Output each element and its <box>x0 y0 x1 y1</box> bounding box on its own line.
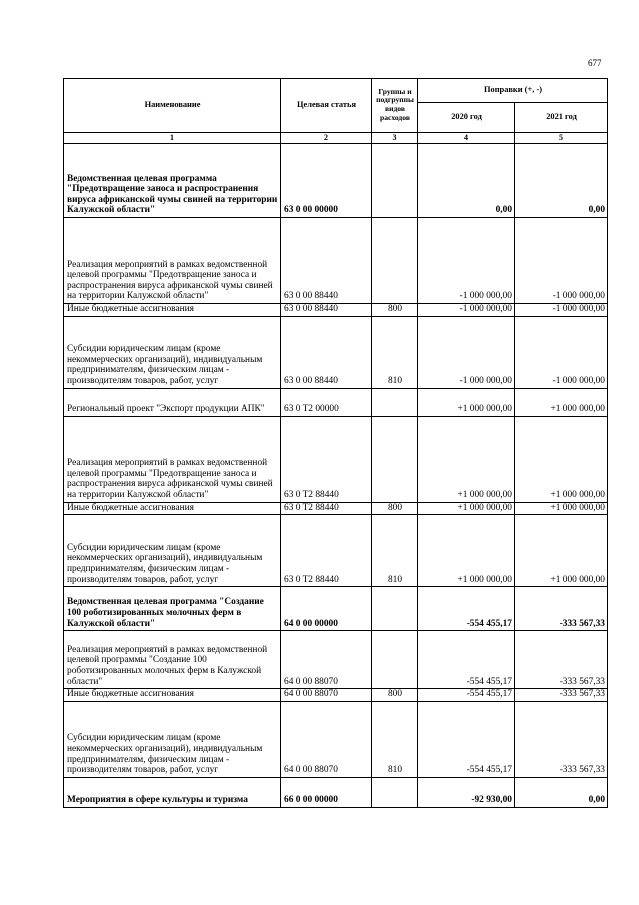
column-number: 3 <box>372 133 418 144</box>
row-amount-2020: +1 000 000,00 <box>418 416 515 502</box>
row-amount-2020: -1 000 000,00 <box>418 218 515 304</box>
row-amount-2020: -554 455,17 <box>418 587 515 631</box>
row-name: Мероприятия в сфере культуры и туризма <box>64 777 281 807</box>
table-row <box>64 304 608 317</box>
row-expense-group <box>372 587 418 631</box>
row-name: Ведомственная целевая программа "Создание 100 роботизированных молочных ферм в Калужской области" <box>64 587 281 631</box>
header-amendments: Поправки (+, -) <box>418 79 608 103</box>
row-amount-2021: -333 567,33 <box>515 631 608 689</box>
row-amount-2021: +1 000 000,00 <box>515 416 608 502</box>
column-number: 1 <box>64 133 281 144</box>
table-row <box>64 631 608 689</box>
row-name: Региональный проект "Экспорт продукции АПК" <box>64 388 281 416</box>
table-row <box>64 777 608 807</box>
header-year-2020: 2020 год <box>418 103 515 133</box>
row-amount-2020: -92 930,00 <box>418 777 515 807</box>
row-amount-2020: +1 000 000,00 <box>418 502 515 515</box>
row-name: Реализация мероприятий в рамках ведомственной целевой программы "Предотвращение заноса и распространения вируса африканской чумы свиней на территории Калужской области" <box>64 416 281 502</box>
row-target-article: 63 0 00 88440 <box>281 218 372 304</box>
row-expense-group: 810 <box>372 515 418 587</box>
row-target-article: 63 0 00 88440 <box>281 304 372 317</box>
table-row <box>64 515 608 587</box>
row-amount-2020: -554 455,17 <box>418 701 515 777</box>
page-number: 677 <box>588 58 602 68</box>
table-row <box>64 144 608 218</box>
row-target-article: 63 0 T2 88440 <box>281 502 372 515</box>
row-name: Иные бюджетные ассигнования <box>64 689 281 702</box>
row-amount-2021: -333 567,33 <box>515 587 608 631</box>
row-expense-group <box>372 416 418 502</box>
row-name: Реализация мероприятий в рамках ведомственной целевой программы "Предотвращение заноса и распространения вируса африканской чумы свиней на территории Калужской области" <box>64 218 281 304</box>
row-amount-2020: -1 000 000,00 <box>418 316 515 388</box>
table-row <box>64 316 608 388</box>
row-amount-2020: +1 000 000,00 <box>418 515 515 587</box>
row-expense-group: 800 <box>372 689 418 702</box>
row-name: Субсидии юридическим лицам (кроме некоммерческих организаций), индивидуальным предпринимателям, физическим лицам - производителям товаров, работ, услуг <box>64 515 281 587</box>
row-amount-2020: -1 000 000,00 <box>418 304 515 317</box>
row-target-article: 63 0 00 88440 <box>281 316 372 388</box>
row-name: Иные бюджетные ассигнования <box>64 304 281 317</box>
table-row <box>64 416 608 502</box>
row-target-article: 64 0 00 88070 <box>281 631 372 689</box>
row-expense-group: 800 <box>372 304 418 317</box>
row-name: Иные бюджетные ассигнования <box>64 502 281 515</box>
row-name: Реализация мероприятий в рамках ведомственной целевой программы "Создание 100 роботизированных молочных ферм в Калужской области" <box>64 631 281 689</box>
table-row <box>64 689 608 702</box>
row-amount-2021: +1 000 000,00 <box>515 515 608 587</box>
row-expense-group <box>372 777 418 807</box>
table-row <box>64 502 608 515</box>
column-number: 2 <box>281 133 372 144</box>
row-amount-2021: -1 000 000,00 <box>515 218 608 304</box>
header-year-2021: 2021 год <box>515 103 608 133</box>
header-target-article: Целевая статья <box>281 79 372 133</box>
row-expense-group: 810 <box>372 316 418 388</box>
row-target-article: 64 0 00 88070 <box>281 701 372 777</box>
row-amount-2021: -333 567,33 <box>515 689 608 702</box>
row-name: Ведомственная целевая программа "Предотвращение заноса и распространения вируса африканской чумы свиней на территории Калужской области" <box>64 144 281 218</box>
row-amount-2021: -1 000 000,00 <box>515 304 608 317</box>
row-expense-group: 810 <box>372 701 418 777</box>
row-expense-group <box>372 388 418 416</box>
row-amount-2020: 0,00 <box>418 144 515 218</box>
row-target-article: 63 0 T2 88440 <box>281 416 372 502</box>
row-amount-2021: 0,00 <box>515 777 608 807</box>
row-expense-group <box>372 218 418 304</box>
table-row <box>64 701 608 777</box>
column-number: 5 <box>515 133 608 144</box>
header-expense-group: Группы и подгруппы видов расходов <box>372 79 418 133</box>
table-row <box>64 388 608 416</box>
row-target-article: 64 0 00 00000 <box>281 587 372 631</box>
row-amount-2020: -554 455,17 <box>418 689 515 702</box>
row-target-article: 63 0 T2 00000 <box>281 388 372 416</box>
row-amount-2021: 0,00 <box>515 144 608 218</box>
row-amount-2021: +1 000 000,00 <box>515 388 608 416</box>
table-row <box>64 218 608 304</box>
column-number: 4 <box>418 133 515 144</box>
row-amount-2021: -333 567,33 <box>515 701 608 777</box>
row-expense-group: 800 <box>372 502 418 515</box>
row-target-article: 66 0 00 00000 <box>281 777 372 807</box>
row-amount-2021: +1 000 000,00 <box>515 502 608 515</box>
row-amount-2021: -1 000 000,00 <box>515 316 608 388</box>
row-target-article: 63 0 00 00000 <box>281 144 372 218</box>
row-amount-2020: -554 455,17 <box>418 631 515 689</box>
row-expense-group <box>372 631 418 689</box>
budget-amendments-table <box>63 78 608 808</box>
row-name: Субсидии юридическим лицам (кроме некоммерческих организаций), индивидуальным предпринимателям, физическим лицам - производителям товаров, работ, услуг <box>64 316 281 388</box>
row-target-article: 63 0 T2 88440 <box>281 515 372 587</box>
header-name: Наименование <box>64 79 281 133</box>
table-row <box>64 587 608 631</box>
row-expense-group <box>372 144 418 218</box>
row-name: Субсидии юридическим лицам (кроме некоммерческих организаций), индивидуальным предпринимателям, физическим лицам - производителям товаров, работ, услуг <box>64 701 281 777</box>
row-amount-2020: +1 000 000,00 <box>418 388 515 416</box>
row-target-article: 64 0 00 88070 <box>281 689 372 702</box>
